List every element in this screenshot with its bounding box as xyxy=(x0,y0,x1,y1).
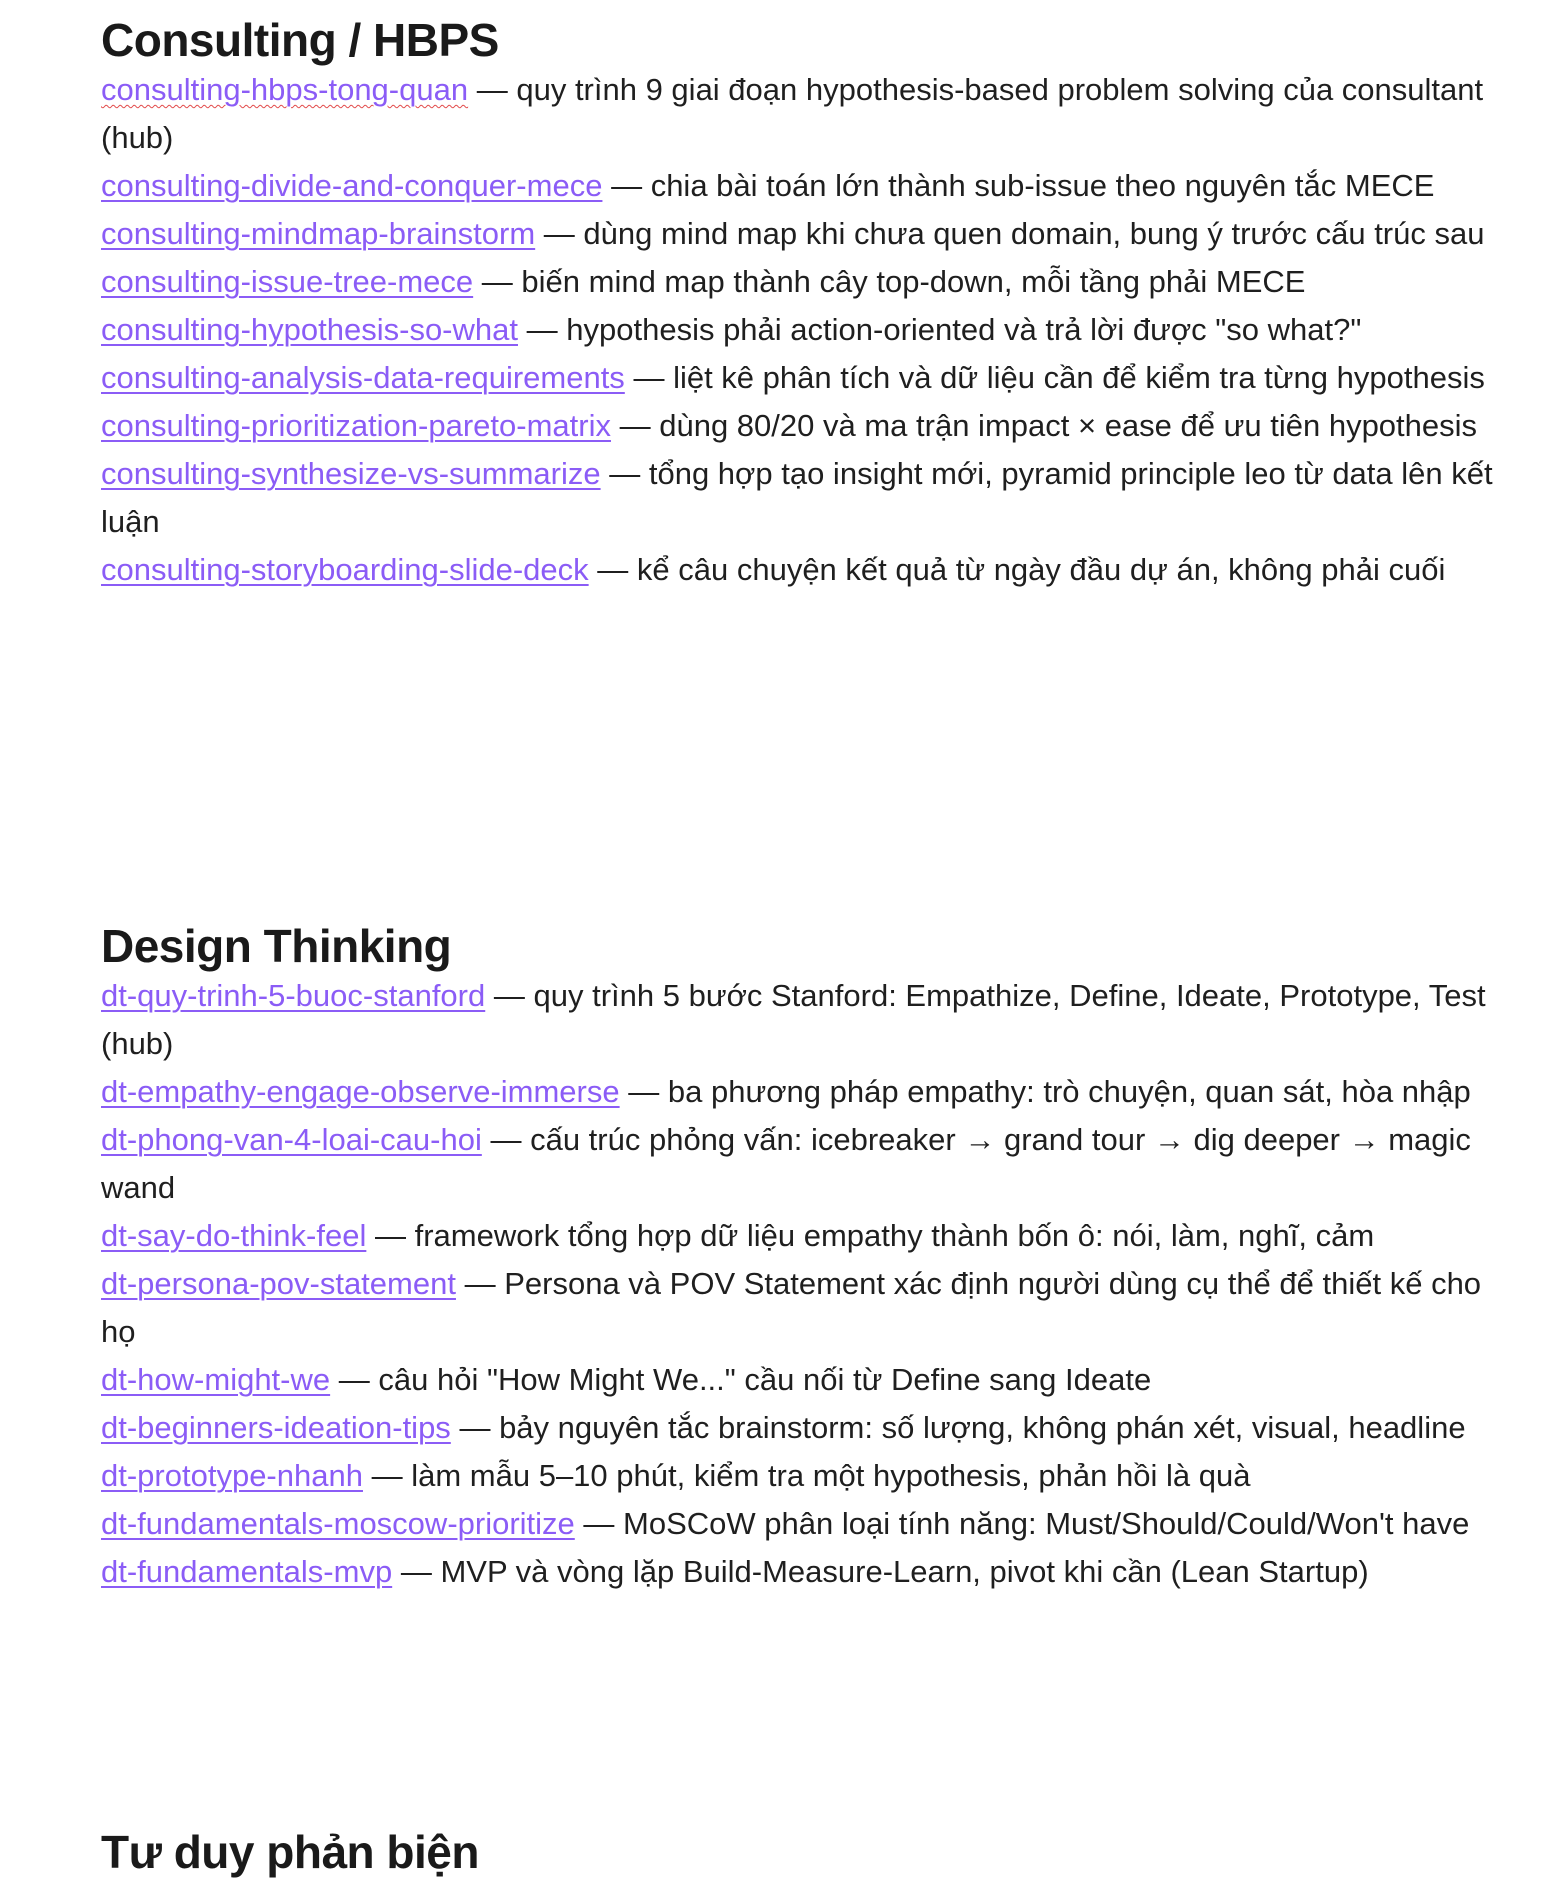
separator: — xyxy=(609,456,641,491)
item-description: MoSCoW phân loại tính năng: Must/Should/Could/Won't have xyxy=(623,1506,1470,1541)
section-heading: Design Thinking xyxy=(101,920,452,972)
note-link[interactable]: dt-prototype-nhanh xyxy=(101,1458,363,1493)
separator: — xyxy=(338,1362,370,1397)
item-description: cấu trúc phỏng vấn: icebreaker → grand tour → dig deeper → magic wand xyxy=(101,1122,1471,1205)
note-link[interactable]: dt-phong-van-4-loai-cau-hoi xyxy=(101,1122,482,1157)
list-item xyxy=(101,162,1502,210)
list-item xyxy=(101,1068,1502,1116)
separator: — xyxy=(543,216,575,251)
section-critical-thinking xyxy=(101,1826,1502,1878)
note-link[interactable]: consulting-mindmap-brainstorm xyxy=(101,216,536,251)
note-link[interactable]: consulting-hbps-tong-quan xyxy=(101,72,469,107)
item-description: quy trình 9 giai đoạn hypothesis-based problem solving của consultant (hub) xyxy=(101,72,1484,155)
separator: — xyxy=(490,1122,522,1157)
item-description: kể câu chuyện kết quả từ ngày đầu dự án, không phải cuối xyxy=(636,552,1446,587)
item-description: chia bài toán lớn thành sub-issue theo nguyên tắc MECE xyxy=(650,168,1435,203)
item-description: Persona và POV Statement xác định người dùng cụ thể để thiết kế cho họ xyxy=(101,1266,1482,1349)
separator: — xyxy=(619,408,651,443)
item-description: hypothesis phải action-oriented và trả lời được "so what?" xyxy=(566,312,1362,347)
section-heading: Consulting / HBPS xyxy=(101,14,499,66)
item-description: dùng mind map khi chưa quen domain, bung ý trước cấu trúc sau xyxy=(583,216,1485,251)
note-link[interactable]: dt-empathy-engage-observe-immerse xyxy=(101,1074,620,1109)
note-link[interactable]: consulting-storyboarding-slide-deck xyxy=(101,552,589,587)
separator: — xyxy=(633,360,665,395)
list-item xyxy=(101,306,1502,354)
separator: — xyxy=(481,264,513,299)
separator: — xyxy=(628,1074,660,1109)
section-consulting xyxy=(101,14,1502,594)
list-item xyxy=(101,450,1502,546)
separator: — xyxy=(597,552,629,587)
note-link[interactable]: consulting-divide-and-conquer-mece xyxy=(101,168,603,203)
item-description: câu hỏi "How Might We..." cầu nối từ Define sang Ideate xyxy=(378,1362,1152,1397)
separator: — xyxy=(464,1266,496,1301)
list-item xyxy=(101,972,1502,1068)
note-link[interactable]: consulting-analysis-data-requirements xyxy=(101,360,625,395)
item-description: làm mẫu 5–10 phút, kiểm tra một hypothesis, phản hồi là quà xyxy=(411,1458,1251,1493)
list-item xyxy=(101,1500,1502,1548)
item-description: dùng 80/20 và ma trận impact × ease để ưu tiên hypothesis xyxy=(659,408,1478,443)
note-link[interactable]: dt-beginners-ideation-tips xyxy=(101,1410,451,1445)
separator: — xyxy=(583,1506,615,1541)
list-item xyxy=(101,66,1502,162)
list-item xyxy=(101,1404,1502,1452)
list-item xyxy=(101,1212,1502,1260)
item-description: MVP và vòng lặp Build-Measure-Learn, pivot khi cần (Lean Startup) xyxy=(440,1554,1369,1589)
list-item xyxy=(101,1356,1502,1404)
separator: — xyxy=(493,978,525,1013)
note-link[interactable]: consulting-prioritization-pareto-matrix xyxy=(101,408,611,443)
item-description: ba phương pháp empathy: trò chuyện, quan sát, hòa nhập xyxy=(667,1074,1471,1109)
separator: — xyxy=(526,312,558,347)
separator: — xyxy=(459,1410,491,1445)
note-link[interactable]: dt-fundamentals-mvp xyxy=(101,1554,393,1589)
note-link[interactable]: consulting-synthesize-vs-summarize xyxy=(101,456,601,491)
item-description: quy trình 5 bước Stanford: Empathize, Define, Ideate, Prototype, Test (hub) xyxy=(101,978,1486,1061)
note-link[interactable]: dt-say-do-think-feel xyxy=(101,1218,367,1253)
list-item xyxy=(101,1548,1502,1596)
item-description: liệt kê phân tích và dữ liệu cần để kiểm tra từng hypothesis xyxy=(673,360,1485,395)
separator: — xyxy=(374,1218,406,1253)
list-item xyxy=(101,210,1502,258)
section-design-thinking xyxy=(101,920,1502,1596)
list-item xyxy=(101,258,1502,306)
section-heading: Tư duy phản biện xyxy=(101,1826,479,1878)
note-link[interactable]: dt-persona-pov-statement xyxy=(101,1266,456,1301)
item-description: biến mind map thành cây top-down, mỗi tầng phải MECE xyxy=(521,264,1306,299)
list-item xyxy=(101,546,1502,594)
list-item xyxy=(101,354,1502,402)
item-description: tổng hợp tạo insight mới, pyramid principle leo từ data lên kết luận xyxy=(101,456,1493,539)
item-description: bảy nguyên tắc brainstorm: số lượng, không phán xét, visual, headline xyxy=(499,1410,1466,1445)
note-link[interactable]: dt-fundamentals-moscow-prioritize xyxy=(101,1506,575,1541)
separator: — xyxy=(371,1458,403,1493)
item-description: framework tổng hợp dữ liệu empathy thành bốn ô: nói, làm, nghĩ, cảm xyxy=(414,1218,1375,1253)
separator: — xyxy=(476,72,508,107)
list-item xyxy=(101,1116,1502,1212)
list-item xyxy=(101,1260,1502,1356)
list-item xyxy=(101,1452,1502,1500)
separator: — xyxy=(611,168,643,203)
note-link[interactable]: dt-how-might-we xyxy=(101,1362,331,1397)
list-item xyxy=(101,402,1502,450)
note-link[interactable]: consulting-issue-tree-mece xyxy=(101,264,474,299)
separator: — xyxy=(400,1554,432,1589)
note-link[interactable]: dt-quy-trinh-5-buoc-stanford xyxy=(101,978,486,1013)
note-link[interactable]: consulting-hypothesis-so-what xyxy=(101,312,518,347)
